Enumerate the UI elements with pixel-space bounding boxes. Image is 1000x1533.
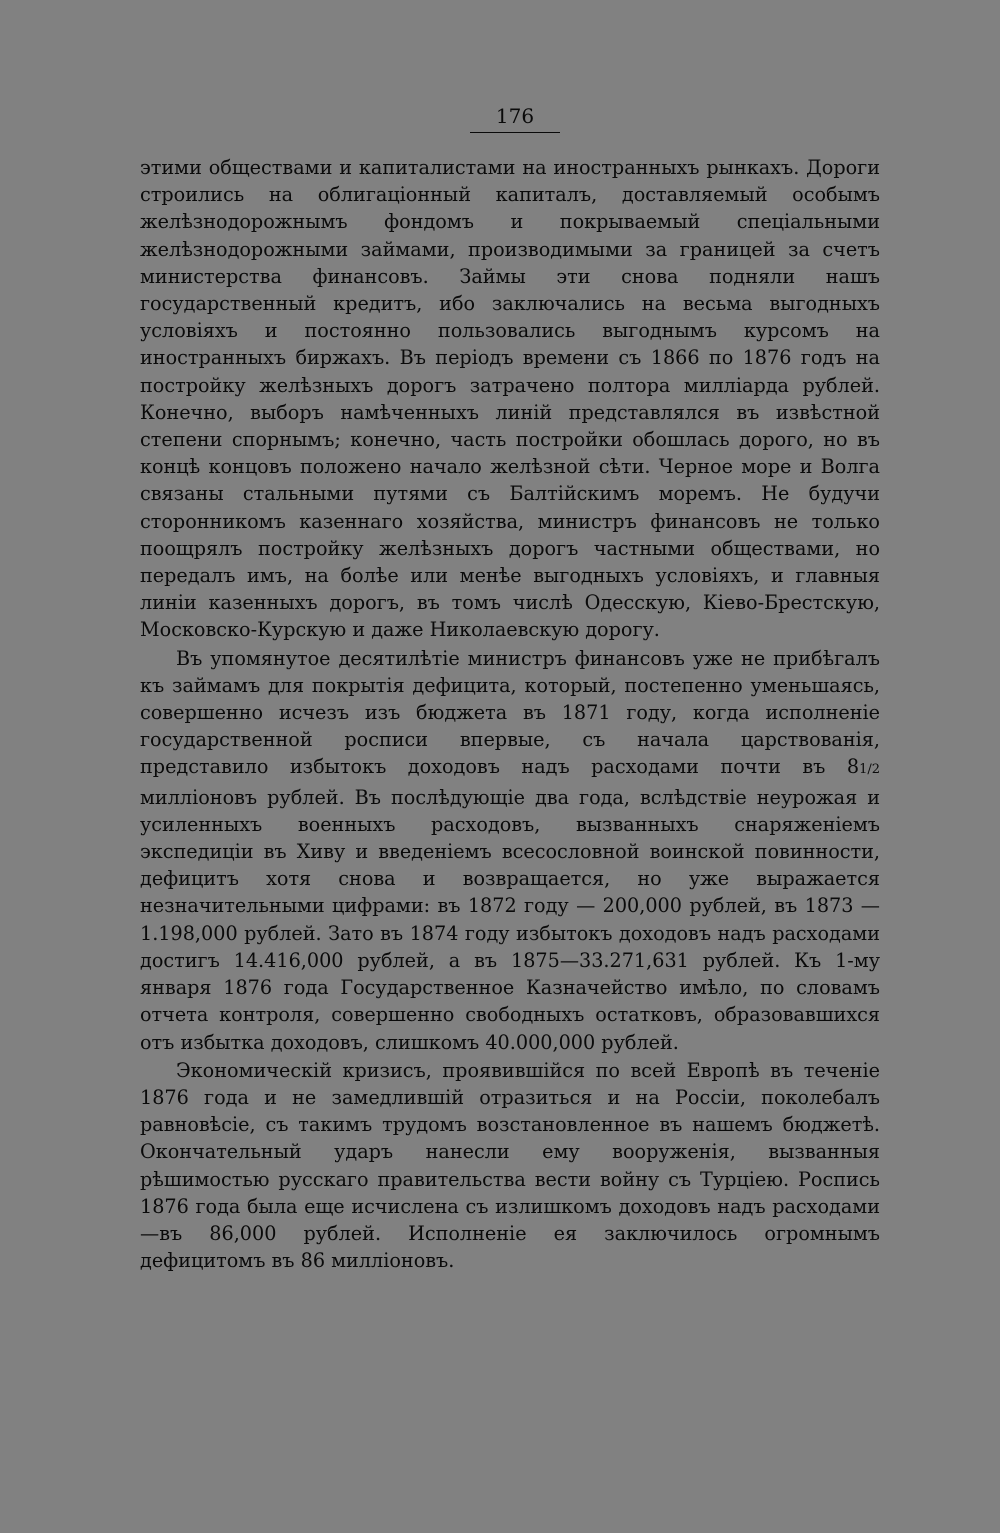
paragraph-2-part-2: милліоновъ рублей. Въ послѣдующіе два года, вслѣдствіе неурожая и усиленныхъ военныхъ расходовъ, вызванныхъ снаряженіемъ экспедиціи въ Хиву и введеніемъ всесословной воинской повинности, дефицитъ хотя снова и возвращается, но уже выражается незначительными цифрами: въ 1872 году — 200,000 рублей, въ 1873 — 1.198,000 рублей. Зато въ 1874 году избытокъ доходовъ надъ расходами достигъ 14.416,000 рублей, а въ 1875—33.271,631 рублей. Къ 1-му января 1876 года Государственное Казначейство имѣло, по словамъ отчета контроля, совершенно свободныхъ остатковъ, образовавшихся отъ избытка доходовъ, слишкомъ 40.000,000 рублей. (140, 785, 880, 1054)
body-text (140, 154, 880, 1274)
paragraph-3: Экономическій кризисъ, проявившійся по всей Европѣ въ теченіе 1876 года и не замедлившій отразиться и на Россіи, поколебалъ равновѣсіе, съ такимъ трудомъ возстановленное въ нашемъ бюджетѣ. Окончательный ударъ нанесли ему вооруженія, вызванныя рѣшимостью русскаго правительства вести войну съ Турціею. Роспись 1876 года была еще исчислена съ излишкомъ доходовъ надъ расходами—въ 86,000 рублей. Исполненіе ея заключилось огромнымъ дефицитомъ въ 86 милліоновъ. (140, 1058, 880, 1273)
paragraph-2-part-1: Въ упомянутое десятилѣтіе министръ финансовъ уже не прибѣгалъ къ займамъ для покрытія дефицита, который, постепенно уменьшаясь, совершенно исчезъ изъ бюджета въ 1871 году, когда исполненіе государственной росписи впервые, съ начала царствованія, представило избытокъ доходовъ надъ расходами почти въ 8 (140, 646, 880, 779)
paragraph-1: этими обществами и капиталистами на иностранныхъ рынкахъ. Дороги строились на облигаціонный капиталъ, доставляемый особымъ желѣзнодорожнымъ фондомъ и покрываемый спеціальными желѣзнодорожными займами, производимыми за границей за счетъ министерства финансовъ. Займы эти снова подняли нашъ государственный кредитъ, ибо заключались на весьма выгодныхъ условіяхъ и постоянно пользовались выгоднымъ курсомъ на иностранныхъ биржахъ. Въ періодъ времени съ 1866 по 1876 годъ на постройку желѣзныхъ дорогъ затрачено полтора милліарда рублей. Конечно, выборъ намѣченныхъ линій представлялся въ извѣстной степени спорнымъ; конечно, часть постройки обошлась дорого, но въ концѣ концовъ положено начало желѣзной сѣти. Черное море и Волга связаны стальными путями съ Балтійскимъ моремъ. Не будучи сторонникомъ казеннаго хозяйства, министръ финансовъ не только поощрялъ постройку желѣзныхъ дорогъ частными обществами, но передалъ имъ, на болѣе или менѣе выгодныхъ условіяхъ, и главныя линіи казенныхъ дорогъ, въ томъ числѣ Одесскую, Кіево-Брестскую, Московско-Курскую и даже Николаевскую дорогу. (140, 156, 880, 642)
fraction-one-half: 1/2 (859, 762, 880, 778)
paragraph-2 (140, 645, 880, 1056)
page-number: 176 (470, 103, 560, 133)
